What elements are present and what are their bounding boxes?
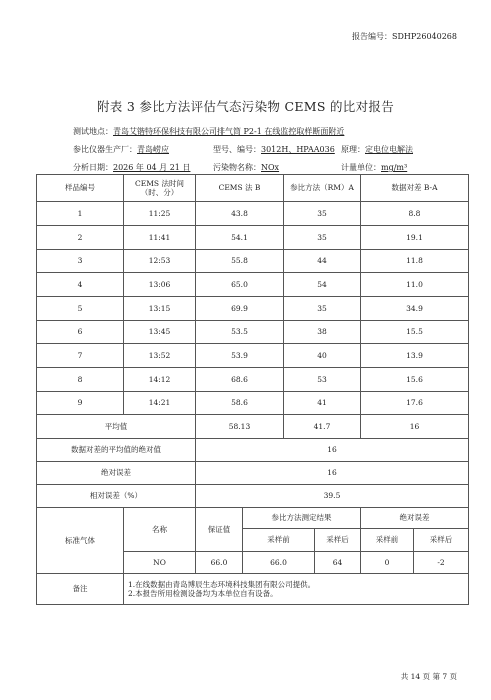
header-line: （时、分） [140, 188, 179, 197]
std-gas-name: NO [124, 552, 196, 574]
table-cell: 14:21 [124, 392, 196, 415]
table-cell: 13:45 [124, 321, 196, 344]
note-line-2: 2.本报告所用检测设备均为本单位自有设备。 [128, 589, 278, 598]
table-cell: 58.6 [196, 392, 284, 415]
table-cell: 40 [284, 344, 361, 368]
table-cell: 53.5 [196, 321, 284, 344]
unit-label: 计量单位： [341, 163, 381, 172]
std-gas-err-after: -2 [414, 552, 469, 574]
table-header-row [37, 175, 469, 202]
table-cell: 69.9 [196, 297, 284, 321]
table-cell: 6 [37, 321, 124, 344]
table-row [37, 202, 469, 226]
table-cell: 34.9 [361, 297, 469, 321]
table-cell: 13:06 [124, 273, 196, 297]
report-title: 附表 3 参比方法评估气态污染物 CEMS 的比对报告 [97, 99, 394, 114]
table-cell: 15.5 [361, 321, 469, 344]
std-gas-after: 64 [315, 552, 361, 574]
note-line-1: 1.在线数据由青岛博辰生态环境科技集团有限公司提供。 [128, 579, 316, 589]
table-cell: 38 [284, 321, 361, 344]
table-cell: 54 [284, 273, 361, 297]
ref-after-header: 采样后 [315, 529, 361, 552]
table-cell: 2 [37, 226, 124, 250]
table-cell: 4 [37, 273, 124, 297]
table-cell: 14:12 [124, 368, 196, 392]
table-cell: 11.8 [361, 250, 469, 273]
table-row [37, 273, 469, 297]
table-cell: 55.8 [196, 250, 284, 273]
page-counter: 共 14 页 第 7 页 [400, 672, 457, 681]
unit-value: mg/m³ [381, 163, 408, 172]
table-cell: 15.6 [361, 368, 469, 392]
manufacturer-value: 青岛崂应 [137, 145, 169, 154]
test-site-label: 测试地点： [73, 127, 113, 136]
unit-field [341, 162, 407, 173]
std-gas-before: 66.0 [243, 552, 315, 574]
std-gas-guarantee: 66.0 [196, 552, 243, 574]
principle-label: 原理： [341, 145, 365, 154]
table-cell: 53.9 [196, 344, 284, 368]
table-cell: 68.6 [196, 368, 284, 392]
model-label: 型号、编号： [213, 145, 261, 154]
table-cell: 44 [284, 250, 361, 273]
table-cell: 11:25 [124, 202, 196, 226]
std-gas-label: 标准气体 [37, 508, 124, 574]
rel-error-label: 相对误差（%） [37, 485, 196, 508]
table-cell: 53 [284, 368, 361, 392]
table-cell: 35 [284, 226, 361, 250]
table-cell: 54.1 [196, 226, 284, 250]
table-cell: 8 [37, 368, 124, 392]
principle-value: 定电位电解法 [365, 145, 413, 154]
err-after-header: 采样后 [414, 529, 469, 552]
average-cems: 58.13 [196, 415, 284, 439]
std-gas-name-header: 名称 [124, 508, 196, 552]
diff-header: 数据对差 B-A [361, 175, 469, 202]
analysis-date-value: 2026 年 04 月 21 日 [113, 163, 191, 172]
principle-field [341, 144, 413, 155]
average-row [37, 415, 469, 439]
test-site-value: 青岛艾锴特环保科技有限公司排气筒 P2-1 在线监控取样断面附近 [113, 127, 345, 136]
table-cell: 13.9 [361, 344, 469, 368]
table-cell: 7 [37, 344, 124, 368]
table-row [37, 368, 469, 392]
comparison-table [36, 174, 469, 605]
rel-error-row [37, 485, 469, 508]
notes-text [124, 574, 469, 605]
ref-before-header: 采样前 [243, 529, 315, 552]
table-row [37, 321, 469, 344]
analysis-line [73, 162, 473, 173]
table-cell: 5 [37, 297, 124, 321]
time-header [124, 175, 196, 202]
average-ref: 41.7 [284, 415, 361, 439]
std-gas-abs-err-header: 绝对误差 [361, 508, 469, 529]
abs-mean-diff-row [37, 439, 469, 462]
table-cell: 35 [284, 297, 361, 321]
table-cell: 13:52 [124, 344, 196, 368]
table-cell: 3 [37, 250, 124, 273]
table-cell: 19.1 [361, 226, 469, 250]
cems-header: CEMS 法 B [196, 175, 284, 202]
table-row [37, 297, 469, 321]
report-number: 报告编号：SDHP26040268 [352, 32, 457, 41]
pollutant-field [213, 162, 279, 173]
notes-row [37, 574, 469, 605]
pollutant-value: NOx [261, 163, 280, 172]
table-cell: 13:15 [124, 297, 196, 321]
average-label: 平均值 [37, 415, 196, 439]
table-row [37, 344, 469, 368]
std-gas-guarantee-header: 保证值 [196, 508, 243, 552]
ref-header: 参比方法（RM）A [284, 175, 361, 202]
sample-no-header: 样品编号 [37, 175, 124, 202]
analysis-date-label: 分析日期： [73, 163, 113, 172]
err-before-header: 采样前 [361, 529, 414, 552]
std-gas-header-row [37, 508, 469, 529]
model-field [213, 144, 335, 155]
manufacturer-label: 参比仪器生产厂： [73, 145, 137, 154]
abs-mean-diff-value: 16 [196, 439, 469, 462]
table-cell: 43.8 [196, 202, 284, 226]
table-cell: 11:41 [124, 226, 196, 250]
rel-error-value: 39.5 [196, 485, 469, 508]
table-row [37, 226, 469, 250]
std-gas-ref-result-header: 参比方法测定结果 [243, 508, 361, 529]
abs-error-row [37, 462, 469, 485]
notes-label: 备注 [37, 574, 124, 605]
abs-error-value: 16 [196, 462, 469, 485]
table-cell: 11.0 [361, 273, 469, 297]
test-site-line [73, 126, 344, 137]
table-row [37, 392, 469, 415]
table-cell: 8.8 [361, 202, 469, 226]
table-cell: 9 [37, 392, 124, 415]
abs-mean-diff-label: 数据对差的平均值的绝对值 [37, 439, 196, 462]
table-cell: 1 [37, 202, 124, 226]
abs-error-label: 绝对误差 [37, 462, 196, 485]
model-value: 3012H、HPAA036 [261, 145, 335, 154]
table-cell: 12:53 [124, 250, 196, 273]
std-gas-err-before: 0 [361, 552, 414, 574]
table-cell: 17.6 [361, 392, 469, 415]
average-diff: 16 [361, 415, 469, 439]
pollutant-label: 污染物名称： [213, 163, 261, 172]
table-cell: 35 [284, 202, 361, 226]
table-row [37, 250, 469, 273]
table-cell: 41 [284, 392, 361, 415]
instrument-line [73, 144, 473, 155]
table-cell: 65.0 [196, 273, 284, 297]
header-line: CEMS 法时间 [135, 178, 184, 188]
